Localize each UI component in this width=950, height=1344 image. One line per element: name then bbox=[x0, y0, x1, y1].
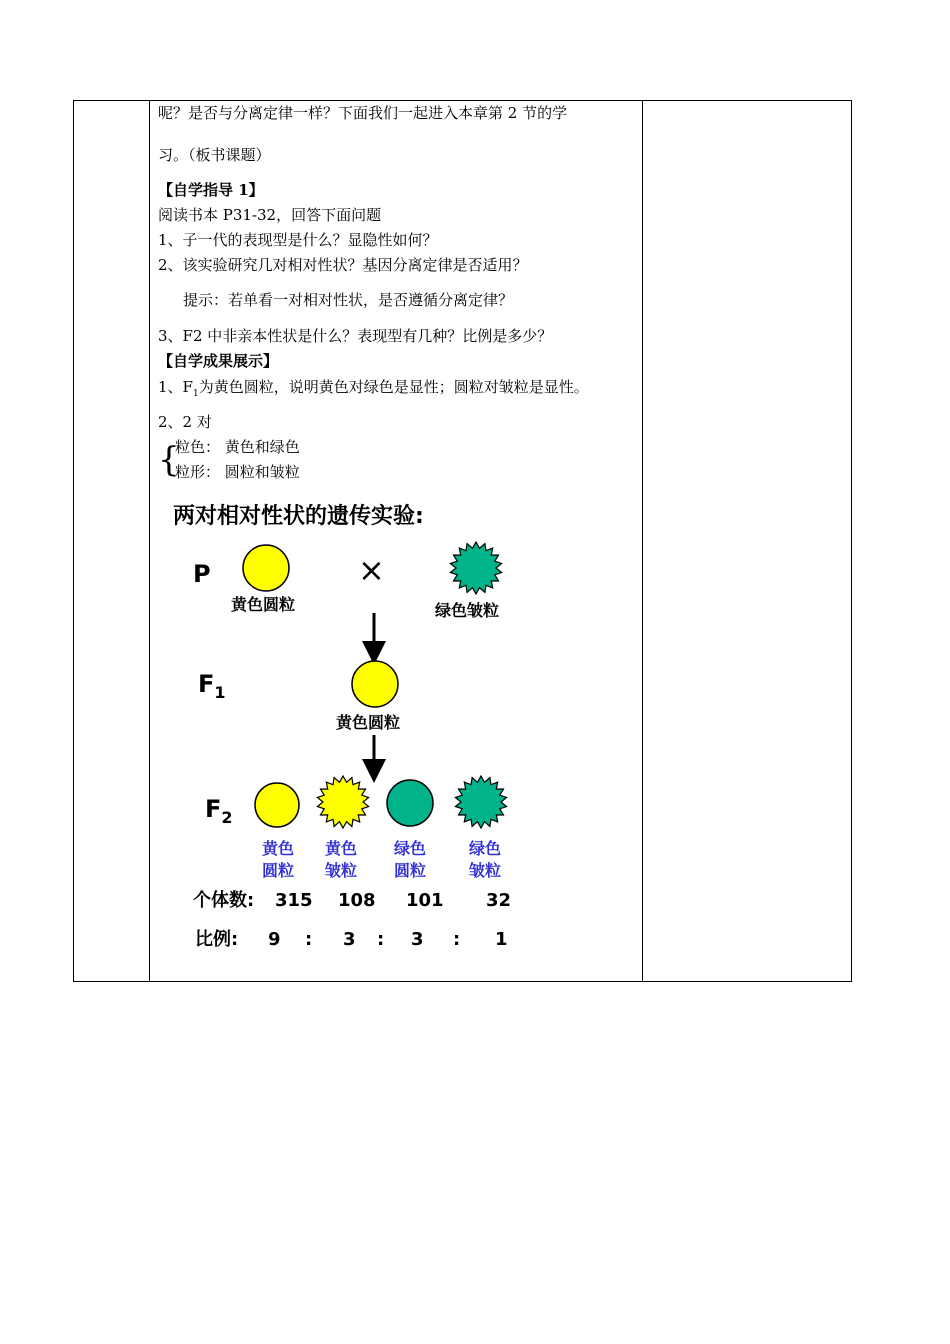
f2-pheno-2-line1: 黄色 bbox=[325, 839, 358, 858]
table-top-border bbox=[73, 100, 851, 101]
table-col-border-2 bbox=[149, 100, 150, 982]
reading-instruction: 阅读书本 P31-32，回答下面问题 bbox=[158, 206, 382, 224]
f2-phenotype-labels bbox=[262, 839, 501, 880]
ratio-colon-1: : bbox=[305, 929, 313, 950]
f2-yellow-round-seed bbox=[255, 783, 299, 827]
brace-symbol: { bbox=[158, 440, 180, 480]
f2-pheno-1-line1: 黄色 bbox=[262, 839, 295, 858]
count-value-1: 315 bbox=[275, 890, 313, 911]
answer-2: 2、2 对 bbox=[158, 413, 212, 431]
f2-pheno-4-line1: 绿色 bbox=[469, 839, 502, 858]
f2-label: $F_2$ bbox=[205, 795, 233, 827]
self-study-guide-heading: 【自学指导 1】 bbox=[158, 181, 264, 199]
ratio-colon-2: : bbox=[377, 929, 385, 950]
f2-green-round-seed bbox=[387, 780, 433, 826]
f2-pheno-2-line2: 皱粒 bbox=[325, 861, 358, 880]
p-generation-label: P bbox=[193, 560, 211, 588]
f2-yellow-wrinkled-seed bbox=[317, 776, 368, 828]
trait-seed-shape: 粒形： 圆粒和皱粒 bbox=[175, 463, 300, 481]
answer-1 bbox=[158, 377, 589, 404]
question-1: 1、子一代的表现型是什么？显隐性如何？ bbox=[158, 231, 438, 249]
trait-seed-color: 粒色： 黄色和绿色 bbox=[175, 438, 300, 456]
ratio-label: 比例: bbox=[195, 929, 239, 950]
answer-1-rest: 为黄色圆粒，说明黄色对绿色是显性；圆粒对皱粒是显性。 bbox=[198, 378, 589, 396]
dihybrid-cross-diagram bbox=[165, 495, 565, 965]
question-3: 3、F2 中非亲本性状是什么？表现型有几种？比例是多少？ bbox=[158, 327, 553, 345]
f2-pheno-3-line1: 绿色 bbox=[394, 839, 427, 858]
ratio-value-1: 9 bbox=[268, 929, 281, 950]
ratio-value-2: 3 bbox=[343, 929, 356, 950]
table-col-border-1 bbox=[73, 100, 74, 982]
table-col-border-3 bbox=[642, 100, 643, 982]
text-line-1: 呢？是否与分离定律一样？下面我们一起进入本章第 2 节的学 bbox=[158, 104, 568, 122]
count-label: 个体数: bbox=[193, 890, 255, 911]
f1-phenotype-label: 黄色圆粒 bbox=[336, 713, 401, 732]
f1-label: $F_1$ bbox=[198, 670, 226, 702]
answer-1-subscript: 1 bbox=[192, 389, 199, 399]
ratio-value-3: 3 bbox=[411, 929, 424, 950]
text-line-2: 习。（板书课题） bbox=[158, 146, 271, 164]
table-bottom-border bbox=[73, 981, 851, 982]
ratio-colon-3: : bbox=[453, 929, 461, 950]
f1-yellow-round-seed bbox=[352, 661, 398, 707]
f2-pheno-4-line2: 皱粒 bbox=[469, 861, 502, 880]
question-2: 2、该实验研究几对相对性状？基因分离定律是否适用？ bbox=[158, 256, 528, 274]
f2-green-wrinkled-seed bbox=[455, 776, 506, 828]
count-value-3: 101 bbox=[406, 890, 444, 911]
result-display-heading: 【自学成果展示】 bbox=[158, 352, 279, 370]
count-value-4: 32 bbox=[486, 890, 512, 911]
diagram-title: 两对相对性状的遗传实验: bbox=[173, 504, 424, 529]
hint-text: 提示：若单看一对相对性状，是否遵循分离定律？ bbox=[183, 291, 514, 309]
answer-1-prefix: 1、F bbox=[158, 378, 193, 396]
p1-label: 黄色圆粒 bbox=[231, 595, 296, 614]
cross-symbol: × bbox=[358, 551, 385, 589]
ratio-row bbox=[195, 928, 508, 950]
f2-pheno-1-line2: 圆粒 bbox=[262, 861, 295, 880]
green-wrinkled-seed bbox=[450, 542, 501, 594]
ratio-value-4: 1 bbox=[495, 929, 508, 950]
individual-counts-row bbox=[193, 889, 511, 911]
p2-label: 绿色皱粒 bbox=[435, 601, 500, 620]
yellow-round-seed bbox=[243, 545, 289, 591]
f2-pheno-3-line2: 圆粒 bbox=[394, 861, 427, 880]
table-col-border-4 bbox=[851, 100, 852, 982]
count-value-2: 108 bbox=[338, 890, 376, 911]
